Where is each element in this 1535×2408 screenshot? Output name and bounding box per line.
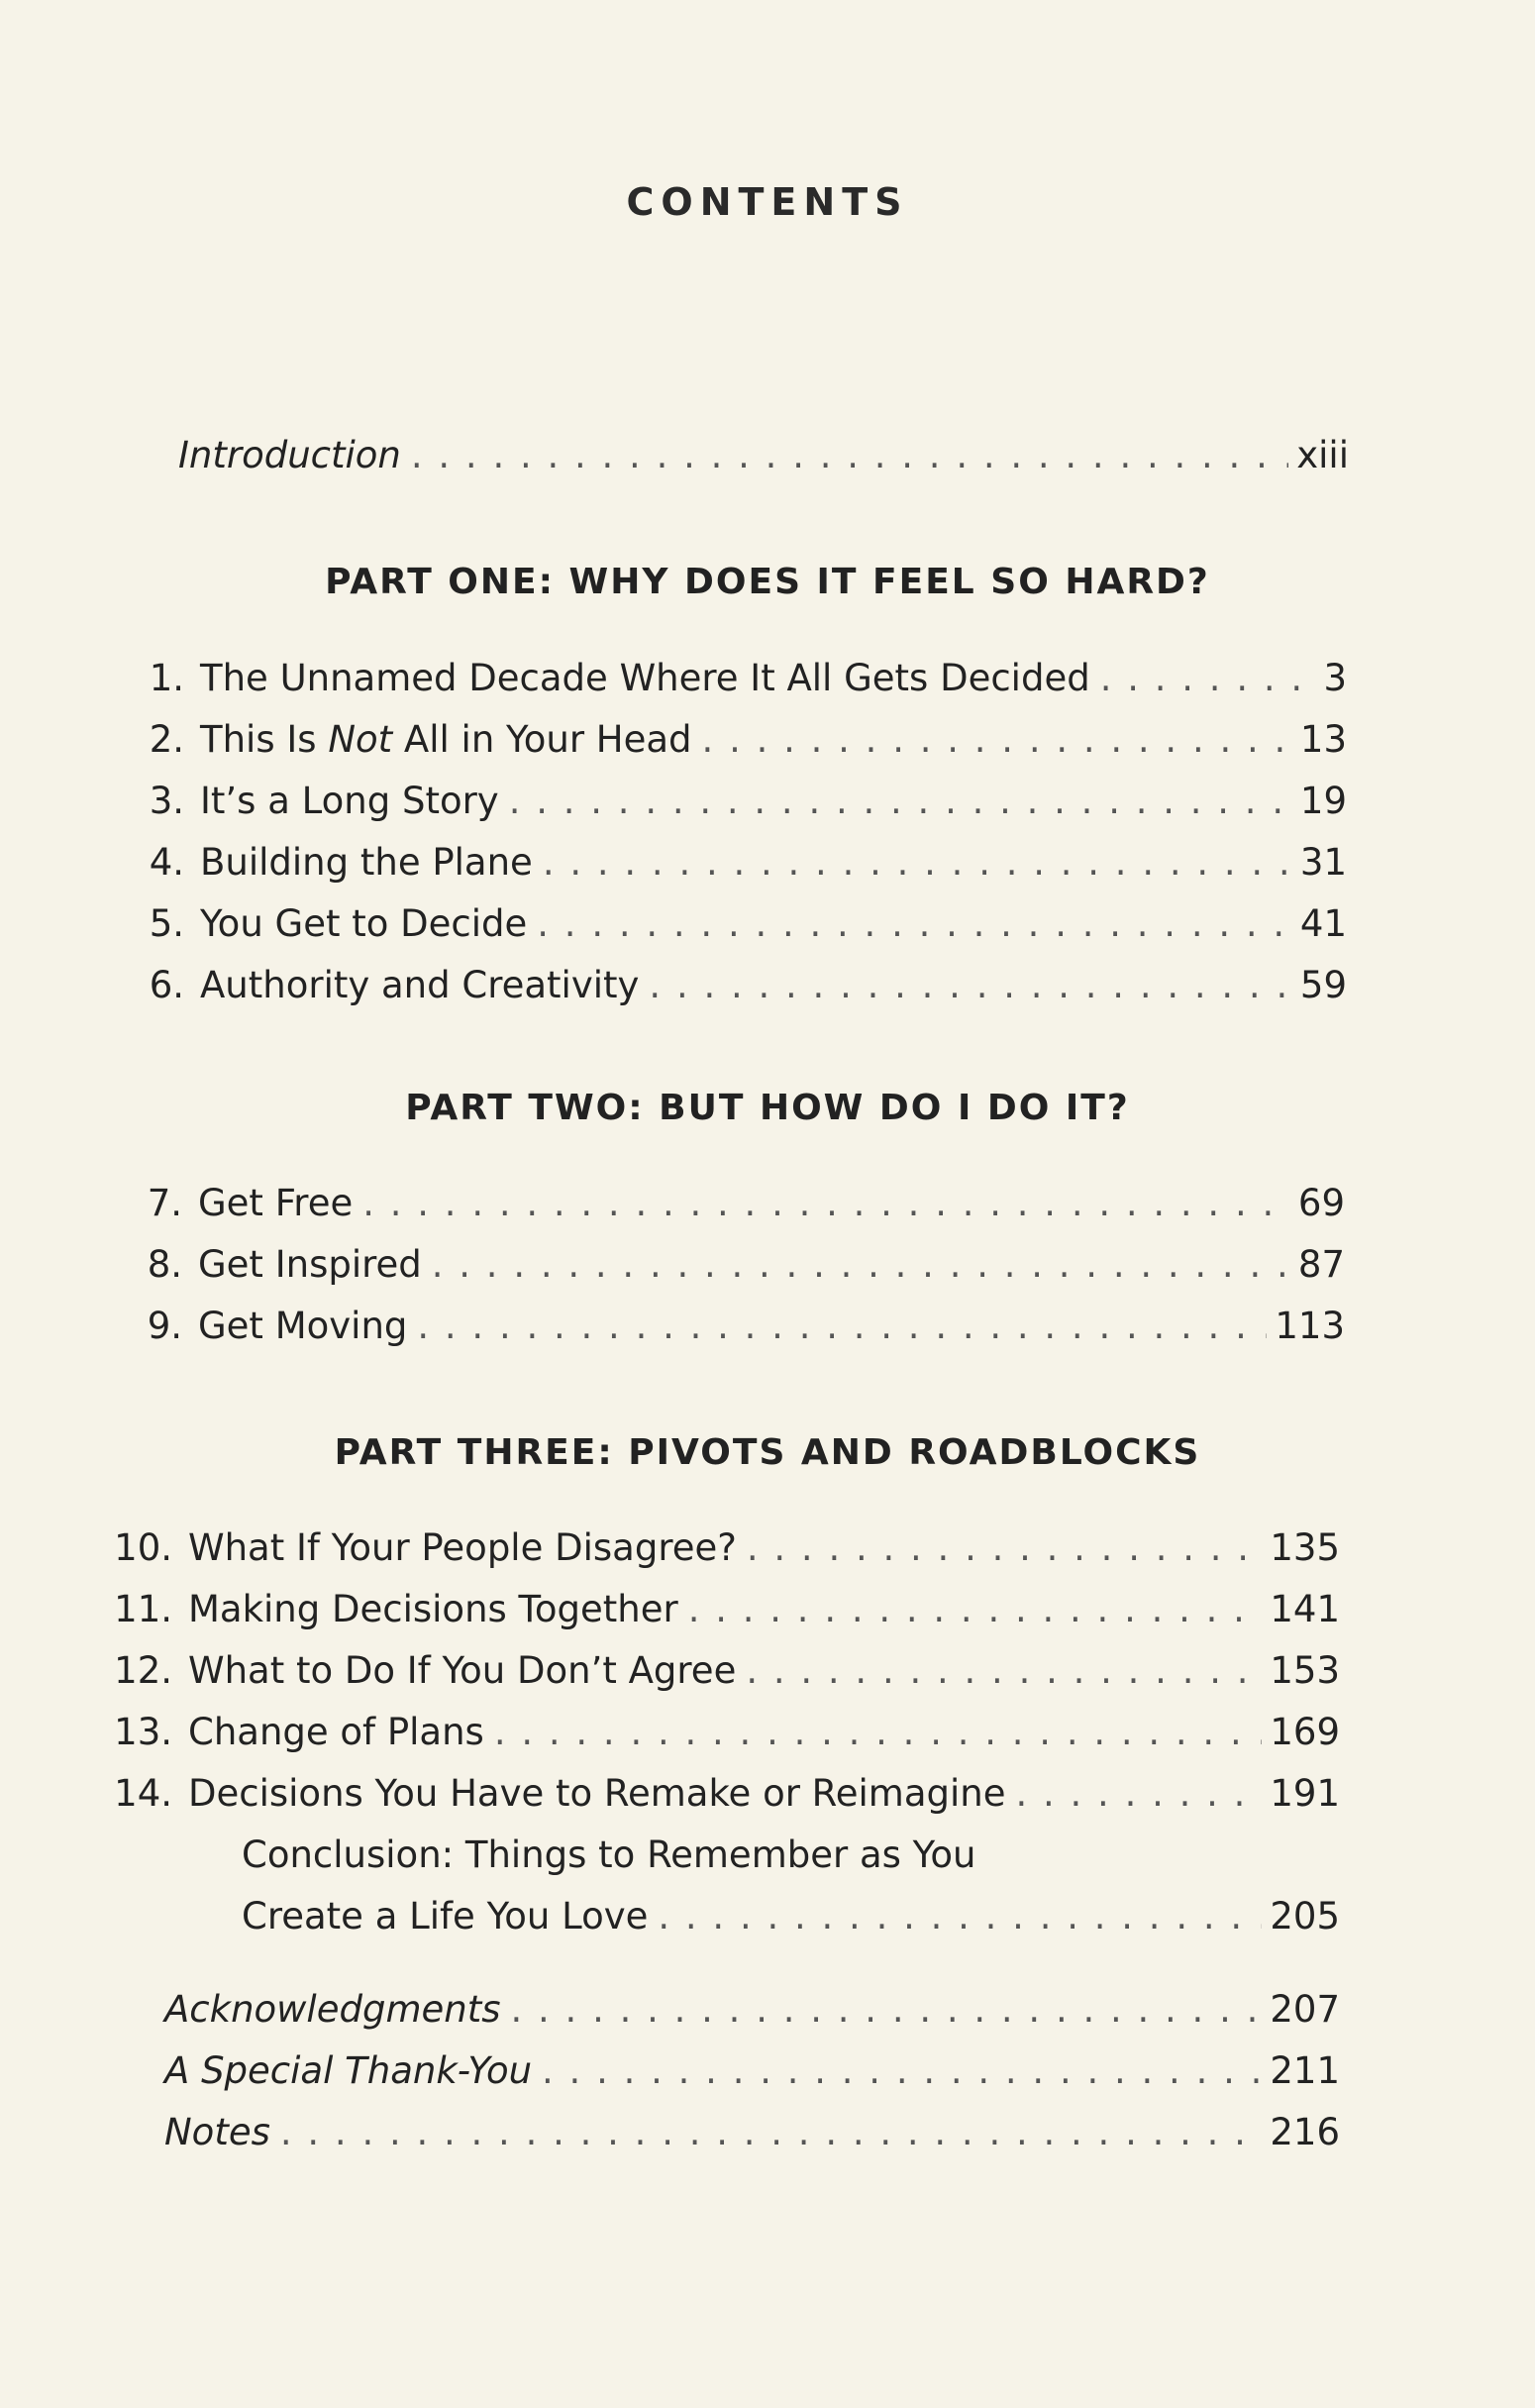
entry-page: xiii bbox=[1296, 434, 1349, 476]
entry-page: 141 bbox=[1270, 1588, 1340, 1630]
dot-leader bbox=[649, 961, 1291, 1010]
dot-leader bbox=[747, 1523, 1262, 1573]
dot-leader bbox=[411, 431, 1288, 480]
toc-entry-chapter-7[interactable] bbox=[107, 1179, 1345, 1228]
chapter-number: 8. bbox=[147, 1243, 182, 1286]
chapter-number: 3. bbox=[149, 780, 184, 822]
chapter-number: 1. bbox=[149, 657, 184, 699]
entry-page: 169 bbox=[1270, 1711, 1340, 1753]
toc-entry-chapter-10[interactable] bbox=[97, 1523, 1340, 1573]
entry-page: 19 bbox=[1299, 780, 1347, 822]
chapter-number: 12. bbox=[114, 1649, 172, 1692]
toc-entry-chapter-13[interactable] bbox=[97, 1708, 1340, 1757]
conclusion-line-1[interactable]: Conclusion: Things to Remember as You bbox=[242, 1833, 976, 1876]
entry-page: 205 bbox=[1270, 1895, 1340, 1937]
toc-entry-chapter-1[interactable] bbox=[109, 654, 1347, 703]
entry-page: 211 bbox=[1270, 2049, 1340, 2092]
entry-page: 216 bbox=[1270, 2111, 1340, 2153]
toc-entry-chapter-9[interactable] bbox=[107, 1302, 1345, 1351]
entry-page: 113 bbox=[1275, 1305, 1345, 1347]
toc-entry-chapter-12[interactable] bbox=[97, 1646, 1340, 1696]
label-part: All in Your Head bbox=[392, 718, 692, 761]
toc-entry-chapter-3[interactable] bbox=[109, 777, 1347, 826]
label-emphasis: Not bbox=[328, 718, 393, 761]
entry-label: Create a Life You Love bbox=[242, 1895, 649, 1937]
entry-label: Introduction bbox=[178, 434, 401, 476]
part-one-heading: PART ONE: WHY DOES IT FEEL SO HARD? bbox=[325, 562, 1210, 602]
entry-label: Making Decisions Together bbox=[188, 1588, 678, 1630]
entry-label: Decisions You Have to Remake or Reimagine bbox=[188, 1772, 1006, 1815]
dot-leader bbox=[417, 1302, 1267, 1351]
entry-page: 69 bbox=[1297, 1182, 1345, 1224]
toc-entry-conclusion[interactable] bbox=[242, 1892, 1340, 1941]
toc-entry-acknowledgments[interactable] bbox=[164, 1985, 1340, 2035]
chapter-number: 7. bbox=[147, 1182, 182, 1224]
label-part: This Is bbox=[200, 718, 329, 761]
toc-entry-chapter-2[interactable] bbox=[109, 715, 1347, 765]
toc-entry-chapter-11[interactable] bbox=[97, 1585, 1340, 1634]
chapter-number: 6. bbox=[149, 964, 184, 1006]
toc-entry-notes[interactable] bbox=[164, 2108, 1340, 2157]
dot-leader bbox=[280, 2108, 1263, 2157]
entry-label bbox=[200, 715, 692, 765]
entry-label: What to Do If You Don’t Agree bbox=[188, 1649, 737, 1692]
dot-leader bbox=[1015, 1769, 1262, 1819]
toc-entry-chapter-6[interactable] bbox=[109, 961, 1347, 1010]
entry-label: You Get to Decide bbox=[200, 902, 528, 945]
chapter-number: 2. bbox=[149, 718, 184, 761]
entry-label: A Special Thank-You bbox=[164, 2049, 533, 2092]
entry-label: Get Free bbox=[198, 1182, 354, 1224]
toc-entry-chapter-8[interactable] bbox=[107, 1240, 1345, 1290]
entry-label: Notes bbox=[164, 2111, 270, 2153]
dot-leader bbox=[494, 1708, 1263, 1757]
chapter-number: 10. bbox=[114, 1526, 172, 1569]
dot-leader bbox=[542, 2046, 1262, 2096]
entry-label: Authority and Creativity bbox=[200, 964, 640, 1006]
entry-page: 135 bbox=[1270, 1526, 1340, 1569]
entry-label: What If Your People Disagree? bbox=[188, 1526, 737, 1569]
entry-page: 59 bbox=[1299, 964, 1347, 1006]
entry-label: Get Moving bbox=[198, 1305, 408, 1347]
entry-page: 207 bbox=[1270, 1988, 1340, 2031]
toc-entry-chapter-4[interactable] bbox=[109, 838, 1347, 888]
chapter-number: 4. bbox=[149, 841, 184, 884]
part-two-heading: PART TWO: BUT HOW DO I DO IT? bbox=[405, 1088, 1130, 1128]
dot-leader bbox=[509, 777, 1292, 826]
entry-page: 87 bbox=[1297, 1243, 1345, 1286]
chapter-number: 14. bbox=[114, 1772, 172, 1815]
toc-entry-introduction[interactable] bbox=[178, 431, 1349, 480]
dot-leader bbox=[1100, 654, 1316, 703]
entry-page: 41 bbox=[1299, 902, 1347, 945]
dot-leader bbox=[702, 715, 1292, 765]
chapter-number: 5. bbox=[149, 902, 184, 945]
entry-page: 191 bbox=[1270, 1772, 1340, 1815]
dot-leader bbox=[746, 1646, 1262, 1696]
dot-leader bbox=[511, 1985, 1263, 2035]
dot-leader bbox=[658, 1892, 1262, 1941]
dot-leader bbox=[543, 838, 1292, 888]
entry-page: 153 bbox=[1270, 1649, 1340, 1692]
chapter-number: 11. bbox=[114, 1588, 172, 1630]
dot-leader bbox=[537, 899, 1292, 949]
part-three-heading: PART THREE: PIVOTS AND ROADBLOCKS bbox=[334, 1432, 1201, 1473]
entry-label: Change of Plans bbox=[188, 1711, 484, 1753]
page-title: CONTENTS bbox=[626, 180, 909, 224]
chapter-number: 13. bbox=[114, 1711, 172, 1753]
dot-leader bbox=[432, 1240, 1290, 1290]
entry-page: 13 bbox=[1299, 718, 1347, 761]
entry-label: The Unnamed Decade Where It All Gets Decided bbox=[200, 657, 1090, 699]
entry-page: 31 bbox=[1299, 841, 1347, 884]
toc-entry-chapter-14[interactable] bbox=[97, 1769, 1340, 1819]
entry-label: Building the Plane bbox=[200, 841, 533, 884]
chapter-number: 9. bbox=[147, 1305, 182, 1347]
entry-page: 3 bbox=[1323, 657, 1347, 699]
toc-entry-chapter-5[interactable] bbox=[109, 899, 1347, 949]
dot-leader bbox=[362, 1179, 1290, 1228]
entry-label: It’s a Long Story bbox=[200, 780, 499, 822]
entry-label: Get Inspired bbox=[198, 1243, 422, 1286]
dot-leader bbox=[688, 1585, 1263, 1634]
entry-label: Acknowledgments bbox=[164, 1988, 501, 2031]
toc-entry-special-thank-you[interactable] bbox=[164, 2046, 1340, 2096]
